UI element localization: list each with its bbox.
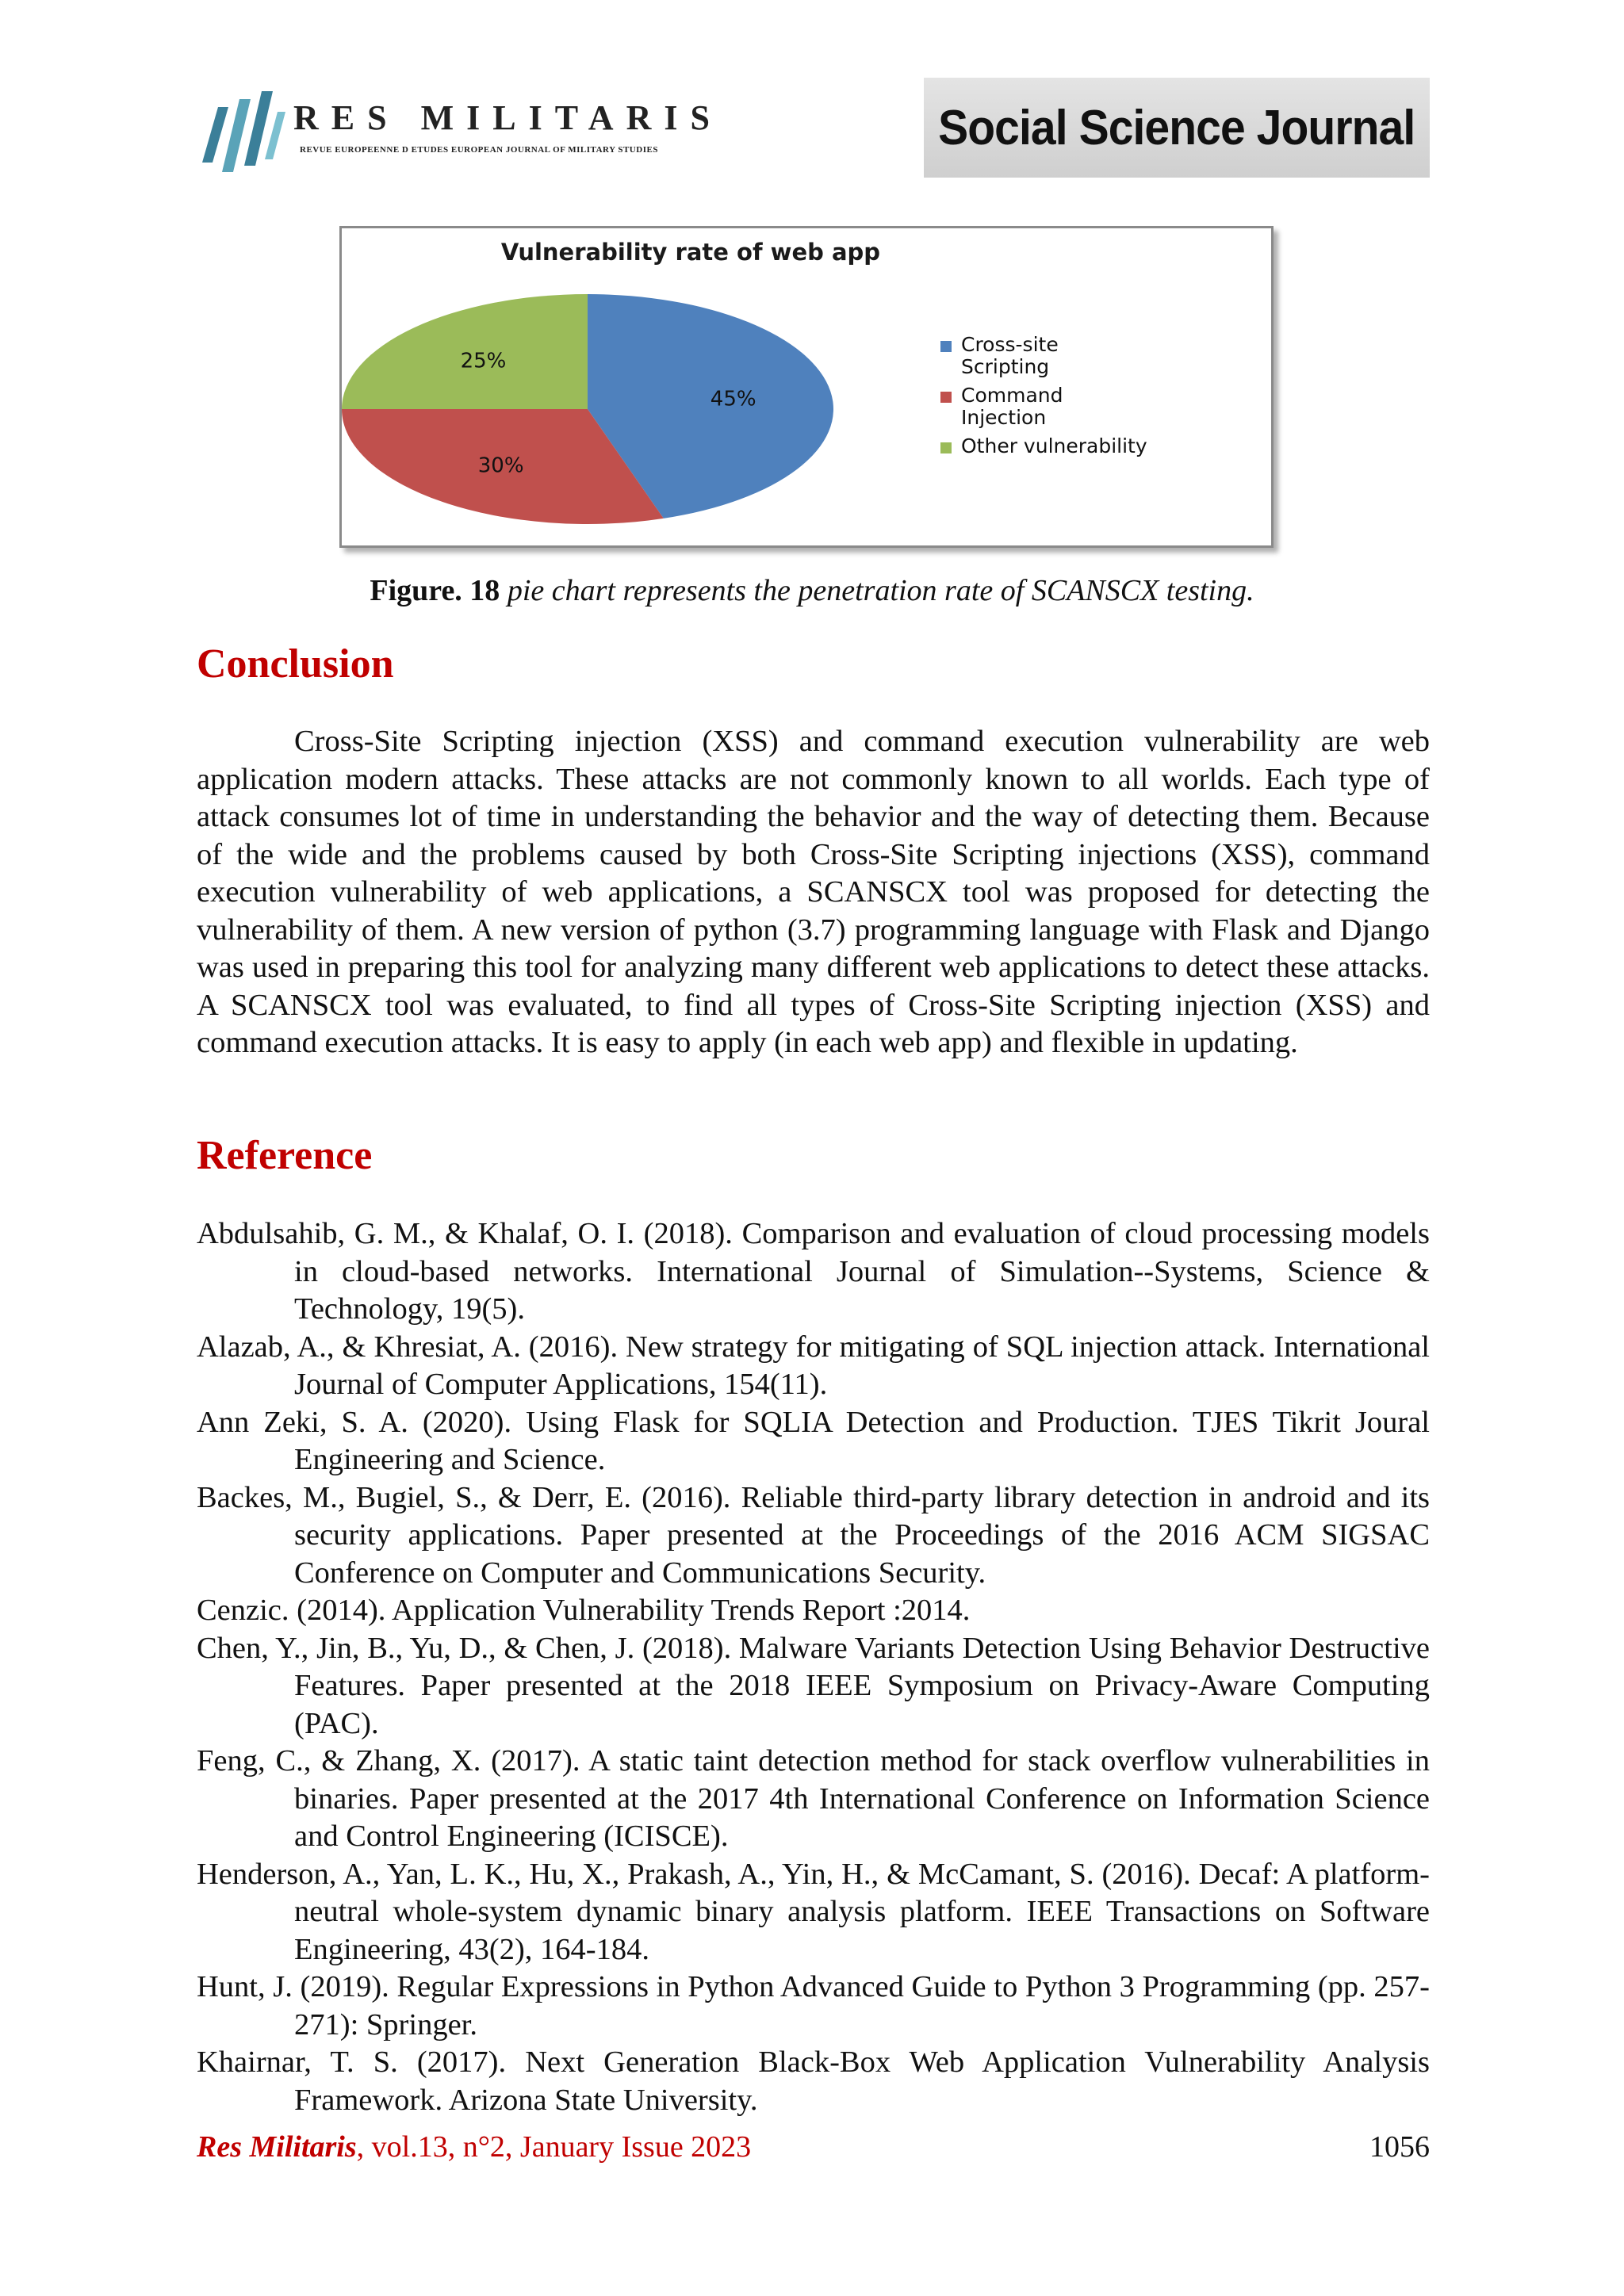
footer-journal: Res Militaris: [197, 2130, 357, 2164]
reference-heading: Reference: [197, 1133, 373, 1178]
conclusion-text: Cross-Site Scripting injection (XSS) and command execution vulnerability are web application modern attacks. These attacks are not commonly known to all worlds. Each type of attack consumes lot of time in understanding the behavior and the way of detecting them. Because of the wide and the problems caused by both Cross-Site Scripting injections (XSS), command execution vulnerability of web applications, a SCANSCX tool was proposed for detecting the vulnerability of them. A new version of python (3.7) programming language with Flask and Django was used in preparing this tool for analyzing many different web applications to detect these attacks. A SCANSCX tool was evaluated, to find all types of Cross-Site Scripting injection (XSS) and command execution attacks. It is easy to apply (in each web app) and flexible in updating.: [197, 725, 1430, 1059]
logo-emblem-icon: [198, 83, 285, 177]
logo-title: RES MILITARIS: [293, 98, 722, 137]
reference-item: Henderson, A., Yan, L. K., Hu, X., Prakash, A., Yin, H., & McCamant, S. (2016). Decaf: A platform-neutral whole-system dynamic binary analysis platform. IEEE Transactions on Software Engineering, 43(2), 164-184.: [197, 1857, 1430, 1966]
journal-name: Social Science Journal: [938, 100, 1415, 155]
journal-logo: [198, 83, 722, 178]
figure-caption-text: pie chart represents the penetration rate of SCANSCX testing.: [507, 574, 1254, 607]
legend-label: Command: [961, 384, 1063, 407]
figure-caption: [0, 573, 1624, 608]
reference-item: Hunt, J. (2019). Regular Expressions in Python Advanced Guide to Python 3 Programming (pp. 257-271): Springer.: [197, 1970, 1430, 2042]
reference-item: Alazab, A., & Khresiat, A. (2016). New strategy for mitigating of SQL injection attack. International Journal of Computer Applications, 154(11).: [197, 1330, 1430, 1401]
logo-subtitle: REVUE EUROPEENNE D ETUDES EUROPEAN JOURNAL OF MILITARY STUDIES: [300, 145, 658, 155]
page-number: 1056: [1369, 2130, 1430, 2164]
legend-swatch: [940, 442, 952, 453]
reference-list: [197, 1215, 1430, 2119]
reference-item: Abdulsahib, G. M., & Khalaf, O. I. (2018). Comparison and evaluation of cloud processing models in cloud-based networks. International Journal of Simulation--Systems, Science & Technology, 19(5).: [197, 1217, 1430, 1326]
legend-label: Scripting: [961, 355, 1050, 378]
chart-title: Vulnerability rate of web app: [500, 239, 881, 266]
pie-chart: [339, 226, 1274, 548]
legend-label: Injection: [961, 406, 1047, 429]
figure-label: Figure. 18: [370, 574, 500, 607]
legend-label: Cross-site: [961, 333, 1059, 356]
reference-item: Feng, C., & Zhang, X. (2017). A static taint detection method for stack overflow vulnerabilities in binaries. Paper presented at the 2017 4th International Conference on Information Science and Control Engineering (ICISCE).: [197, 1744, 1430, 1853]
reference-item: Cenzic. (2014). Application Vulnerability Trends Report :2014.: [197, 1594, 971, 1627]
conclusion-heading: Conclusion: [197, 641, 394, 687]
reference-item: Khairnar, T. S. (2017). Next Generation Black-Box Web Application Vulnerability Analysis Framework. Arizona State University.: [197, 2045, 1430, 2117]
pie-slice-label: 25%: [460, 349, 507, 373]
legend-label: Other vulnerability: [961, 434, 1147, 457]
reference-item: Backes, M., Bugiel, S., & Derr, E. (2016). Reliable third-party library detection in android and its security applications. Paper presented at the Proceedings of the 2016 ACM SIGSAC Conference on Computer and Communications Security.: [197, 1480, 1430, 1590]
pie-chart-canvas: [342, 228, 1271, 545]
legend-swatch: [940, 341, 952, 352]
footer-issue: , vol.13, n°2, January Issue 2023: [356, 2130, 752, 2164]
footer-citation: [197, 2130, 751, 2164]
pie-slice-label: 45%: [710, 387, 756, 411]
reference-item: Ann Zeki, S. A. (2020). Using Flask for SQLIA Detection and Production. TJES Tikrit Joural Engineering and Science.: [197, 1405, 1430, 1476]
journal-banner: [924, 78, 1430, 178]
pie-slice-label: 30%: [477, 453, 524, 478]
reference-item: Chen, Y., Jin, B., Yu, D., & Chen, J. (2018). Malware Variants Detection Using Behavior Destructive Features. Paper presented at the 2018 IEEE Symposium on Privacy-Aware Computing (PAC).: [197, 1631, 1430, 1740]
legend-swatch: [940, 392, 952, 403]
